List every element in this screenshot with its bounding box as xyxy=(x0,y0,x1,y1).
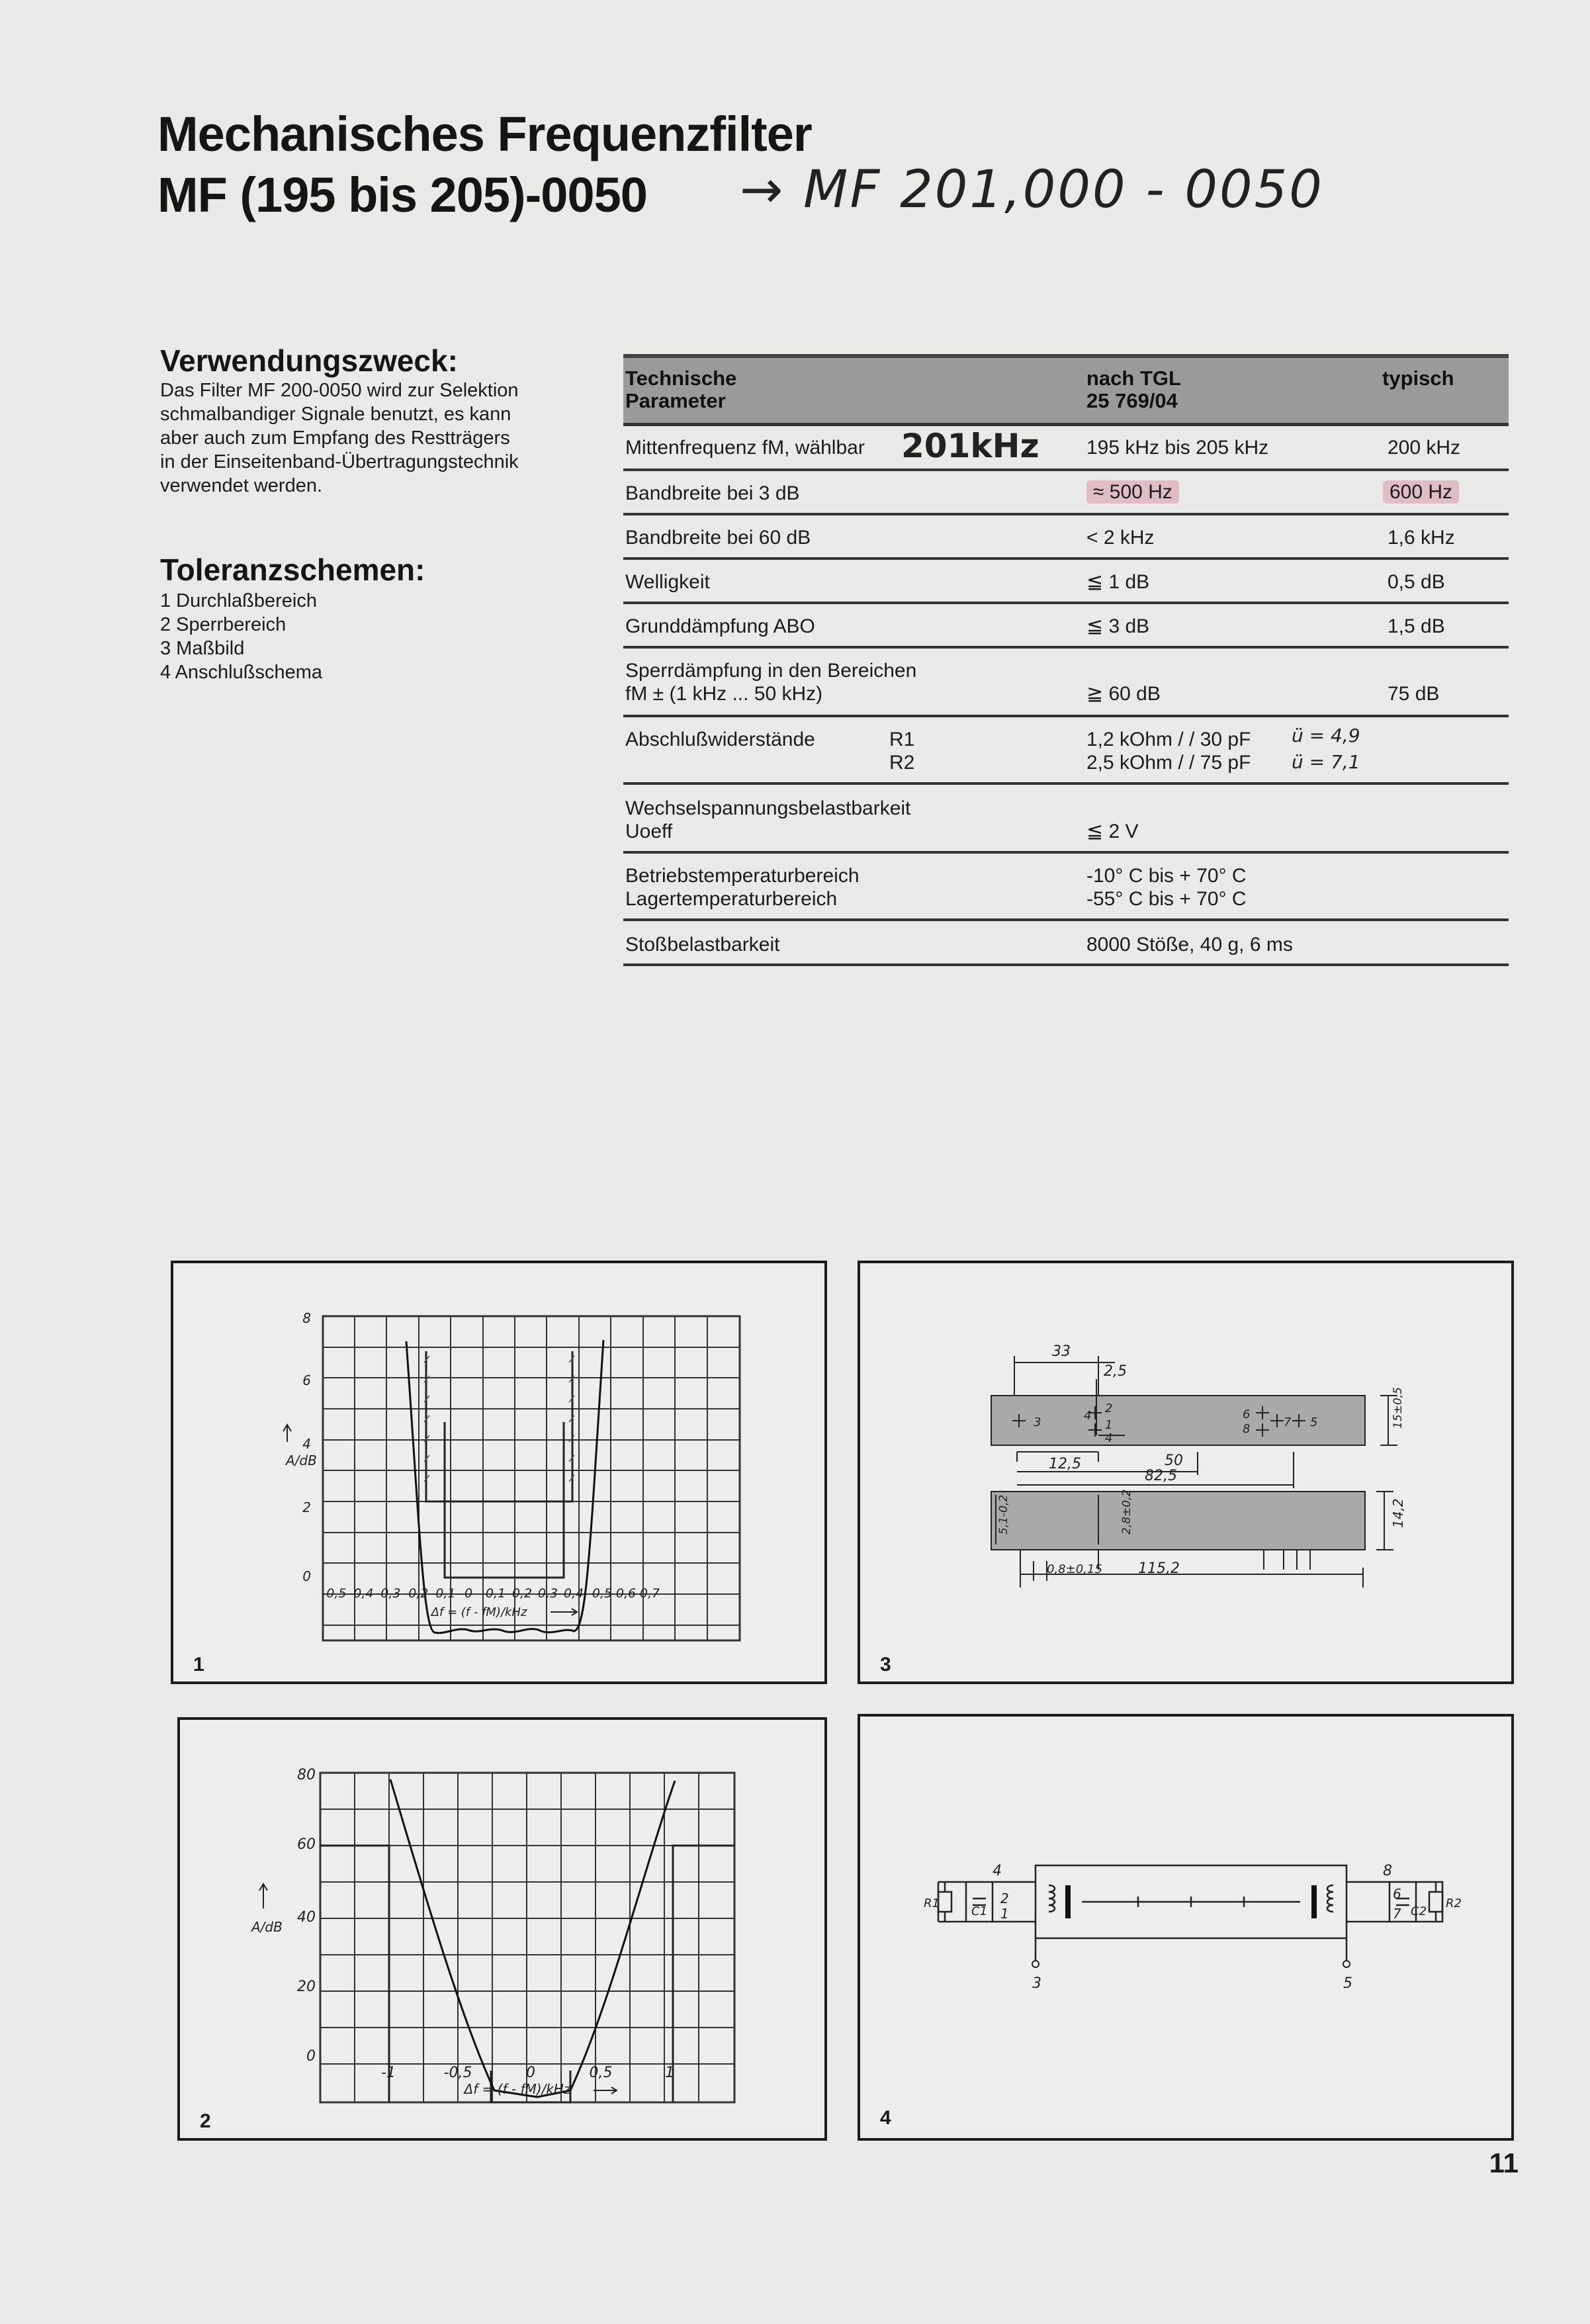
y-tick: 0 xyxy=(302,1568,311,1584)
cell-tgl: ≦ 3 dB xyxy=(1086,615,1150,637)
pin-1: 1 xyxy=(1000,1906,1009,1922)
x-tick: 0,4 xyxy=(563,1586,584,1601)
table-row xyxy=(623,560,1509,604)
dim-0-8: 0,8±0,15 xyxy=(1047,1562,1102,1576)
y-tick: 80 xyxy=(297,1767,316,1783)
x-tick: 0,5 xyxy=(592,1586,613,1601)
table-header xyxy=(623,354,1509,426)
x-tick: -0,5 xyxy=(322,1586,347,1601)
table-row xyxy=(623,515,1509,560)
figure-number: 3 xyxy=(880,1654,891,1676)
pin-6: 6 xyxy=(1243,1408,1251,1421)
table-row xyxy=(623,854,1509,921)
pin-4: 4 xyxy=(993,1863,1002,1879)
resistor-r1: R1 xyxy=(924,1897,940,1910)
purpose-line: schmalbandiger Signale benutzt, es kann xyxy=(160,404,511,425)
table-row xyxy=(623,717,1509,785)
pin-4-b: 4 xyxy=(1105,1431,1113,1445)
pin-5: 5 xyxy=(1343,1975,1352,1992)
tolerance-list xyxy=(160,589,322,684)
cell-tgl-2: 2,5 kOhm / / 75 pF xyxy=(1086,752,1251,774)
x-tick: -0,3 xyxy=(376,1586,401,1601)
dim-50: 50 xyxy=(1165,1452,1183,1469)
table-row xyxy=(623,604,1509,648)
dim-15: 15±0,5 xyxy=(1391,1387,1405,1429)
cell-param-2: Lagertemperaturbereich xyxy=(625,888,838,910)
cell-param: Welligkeit xyxy=(625,571,710,593)
tolerance-item: 4 Anschlußschema xyxy=(160,662,323,683)
terminal-3 xyxy=(1032,1961,1039,1967)
x-tick: 0 xyxy=(464,1586,473,1601)
y-axis-label: A/dB xyxy=(251,1919,283,1935)
y-tick: 40 xyxy=(297,1909,316,1926)
pin-5: 5 xyxy=(1310,1415,1318,1429)
dim-14-2: 14,2 xyxy=(1390,1498,1406,1528)
table-row xyxy=(623,648,1509,717)
pin-3: 3 xyxy=(1032,1975,1041,1992)
cell-tgl: ≈ 500 Hz xyxy=(1086,480,1179,504)
header-tgl: nach TGL xyxy=(1086,367,1181,390)
stopband-diagram xyxy=(180,1720,824,2138)
x-arrow xyxy=(551,1609,577,1615)
cell-tgl: 195 kHz bis 205 kHz xyxy=(1086,437,1269,459)
x-tick: 0 xyxy=(526,2065,535,2081)
header-tgl-2: 25 769/04 xyxy=(1086,389,1178,412)
x-arrow xyxy=(594,2087,617,2094)
header-param-2: Parameter xyxy=(625,389,726,412)
x-tick: 0,1 xyxy=(485,1586,506,1601)
figure-number: 2 xyxy=(200,2110,211,2132)
table-row xyxy=(623,785,1509,854)
parameter-table xyxy=(623,354,1509,966)
dim-5-1: 5,1-0,2 xyxy=(997,1494,1010,1535)
purpose-line: Das Filter MF 200-0050 wird zur Selektion xyxy=(160,380,519,401)
terminal-5 xyxy=(1343,1961,1350,1967)
header-typ: typisch xyxy=(1382,367,1454,390)
x-tick: -0,2 xyxy=(404,1586,429,1601)
dim-33: 33 xyxy=(1052,1343,1071,1360)
y-arrow xyxy=(283,1425,291,1442)
cell-typ: 200 kHz xyxy=(1388,437,1461,459)
x-tick: 0,7 xyxy=(639,1586,660,1601)
filter-body-top xyxy=(991,1396,1365,1445)
cell-typ: 1,5 dB xyxy=(1388,615,1445,637)
y-tick: 60 xyxy=(297,1836,316,1853)
pin-1: 1 xyxy=(1105,1418,1113,1432)
connection-schematic xyxy=(860,1717,1511,2138)
dim-115-2: 115,2 xyxy=(1138,1560,1180,1577)
dim-82-5: 82,5 xyxy=(1145,1468,1177,1484)
cell-typ: 1,6 kHz xyxy=(1388,527,1455,549)
cell-param: Sperrdämpfung in den Bereichen xyxy=(625,660,917,682)
cell-typ: 0,5 dB xyxy=(1388,571,1445,593)
cell-param: Bandbreite bei 3 dB xyxy=(625,482,800,504)
cell-r2: R2 xyxy=(889,752,915,774)
y-tick: 4 xyxy=(302,1436,311,1452)
tolerance-item: 2 Sperrbereich xyxy=(160,614,287,635)
y-tick: 0 xyxy=(306,2048,316,2065)
cell-param: Wechselspannungsbelastbarkeit xyxy=(625,797,911,819)
resistor-r2: R2 xyxy=(1446,1897,1462,1910)
handwritten-note: → MF 201,000 - 0050 xyxy=(740,160,1324,220)
x-tick: -0,4 xyxy=(349,1586,374,1601)
cell-param: Grunddämpfung ABO xyxy=(625,615,815,637)
transducer-right xyxy=(1311,1885,1317,1918)
passband-diagram xyxy=(173,1263,824,1681)
y-tick: 8 xyxy=(302,1310,311,1326)
cell-param-2: Uoeff xyxy=(625,821,673,842)
cell-param: Mittenfrequenz fM, wählbar xyxy=(625,437,865,459)
table-row xyxy=(623,426,1509,471)
page-title-line2: MF (195 bis 205)-0050 xyxy=(157,167,647,222)
purpose-heading: Verwendungszweck: xyxy=(160,343,458,378)
x-tick: 0,2 xyxy=(511,1586,533,1601)
x-tick: 0,5 xyxy=(589,2065,613,2081)
pin-8: 8 xyxy=(1243,1422,1251,1436)
cell-tgl: ≧ 60 dB xyxy=(1086,683,1161,705)
cell-tgl-2: -55° C bis + 70° C xyxy=(1086,888,1247,910)
tolerance-heading: Toleranzschemen: xyxy=(160,553,425,587)
table-row xyxy=(623,471,1509,515)
pin-7: 7 xyxy=(1393,1906,1401,1922)
y-arrow xyxy=(259,1884,267,1908)
cell-tgl: ≦ 1 dB xyxy=(1086,571,1150,593)
cell-param: Betriebstemperaturbereich xyxy=(625,865,860,887)
y-tick: 2 xyxy=(302,1499,311,1515)
cell-tgl: 1,2 kOhm / / 30 pF xyxy=(1086,729,1251,750)
cell-tgl: -10° C bis + 70° C xyxy=(1086,865,1247,887)
x-tick: 0,3 xyxy=(537,1586,558,1601)
pin-4: 4 xyxy=(1084,1409,1092,1423)
figure-1-passband xyxy=(171,1261,827,1684)
x-tick: 1 xyxy=(665,2065,674,2081)
y-tick: 6 xyxy=(302,1372,311,1388)
capacitor-c2: C2 xyxy=(1411,1904,1427,1918)
filter-body-side xyxy=(991,1489,1365,1550)
x-axis-label: Δf = (f - fM)/kHz xyxy=(464,2081,571,2097)
y-tick: 20 xyxy=(297,1979,316,1995)
purpose-line: verwendet werden. xyxy=(160,475,323,496)
capacitor-c1: C1 xyxy=(971,1904,988,1918)
x-tick: -0,5 xyxy=(443,2065,472,2081)
pin-6: 6 xyxy=(1393,1886,1401,1902)
cell-tgl: 8000 Stöße, 40 g, 6 ms xyxy=(1086,934,1293,956)
figure-2-stopband xyxy=(177,1717,827,2141)
cell-tgl: < 2 kHz xyxy=(1086,527,1155,549)
pin-7: 7 xyxy=(1284,1415,1292,1429)
header-param: Technische xyxy=(625,367,737,390)
figure-3-dimensions xyxy=(858,1261,1514,1684)
figure-number: 1 xyxy=(193,1654,204,1676)
cell-typ: 75 dB xyxy=(1388,683,1440,705)
cell-r1: R1 xyxy=(889,729,915,750)
page-number: 11 xyxy=(1489,2147,1519,2178)
cell-typ: 600 Hz xyxy=(1383,480,1459,504)
tolerance-item: 1 Durchlaßbereich xyxy=(160,590,317,611)
pin-2: 2 xyxy=(1000,1891,1009,1906)
purpose-line: in der Einseitenband-Übertragungstechnik xyxy=(160,451,519,472)
page-title-line1: Mechanisches Frequenzfilter xyxy=(157,107,812,161)
purpose-text xyxy=(160,379,590,498)
handwritten-frequency: 201kHz xyxy=(901,427,1039,465)
table-row xyxy=(623,921,1509,966)
transducer-left xyxy=(1065,1885,1071,1918)
coil-left xyxy=(1049,1885,1055,1912)
x-axis-label: Δf = (f - fM)/kHz xyxy=(431,1605,527,1619)
purpose-line: aber auch zum Empfang des Restträgers xyxy=(160,427,510,449)
cell-tgl: ≦ 2 V xyxy=(1086,821,1139,842)
figure-4-connection xyxy=(858,1714,1514,2141)
pin-2: 2 xyxy=(1105,1402,1113,1415)
dimension-drawing xyxy=(860,1263,1511,1681)
y-axis-label: A/dB xyxy=(286,1452,317,1468)
cell-param: Abschlußwiderstände xyxy=(625,729,815,750)
cell-param-2: fM ± (1 kHz ... 50 kHz) xyxy=(625,683,823,705)
pin-3: 3 xyxy=(1034,1415,1041,1429)
handwritten-ratio-2: ü = 7,1 xyxy=(1292,751,1360,773)
x-tick: -0,1 xyxy=(431,1586,456,1601)
stopband-curve xyxy=(390,1779,675,2097)
dim-2-5: 2,5 xyxy=(1104,1363,1127,1380)
tolerance-item: 3 Maßbild xyxy=(160,638,245,659)
handwritten-ratio-1: ü = 4,9 xyxy=(1292,725,1360,746)
dim-2-8: 2,8±0,2 xyxy=(1120,1489,1133,1535)
x-tick: 0,6 xyxy=(615,1586,637,1601)
x-tick: -1 xyxy=(381,2065,396,2081)
dim-12-5: 12,5 xyxy=(1049,1456,1081,1472)
pin-8: 8 xyxy=(1383,1863,1392,1879)
figure-number: 4 xyxy=(880,2107,891,2129)
cell-param: Stoßbelastbarkeit xyxy=(625,934,780,956)
cell-param: Bandbreite bei 60 dB xyxy=(625,527,811,549)
